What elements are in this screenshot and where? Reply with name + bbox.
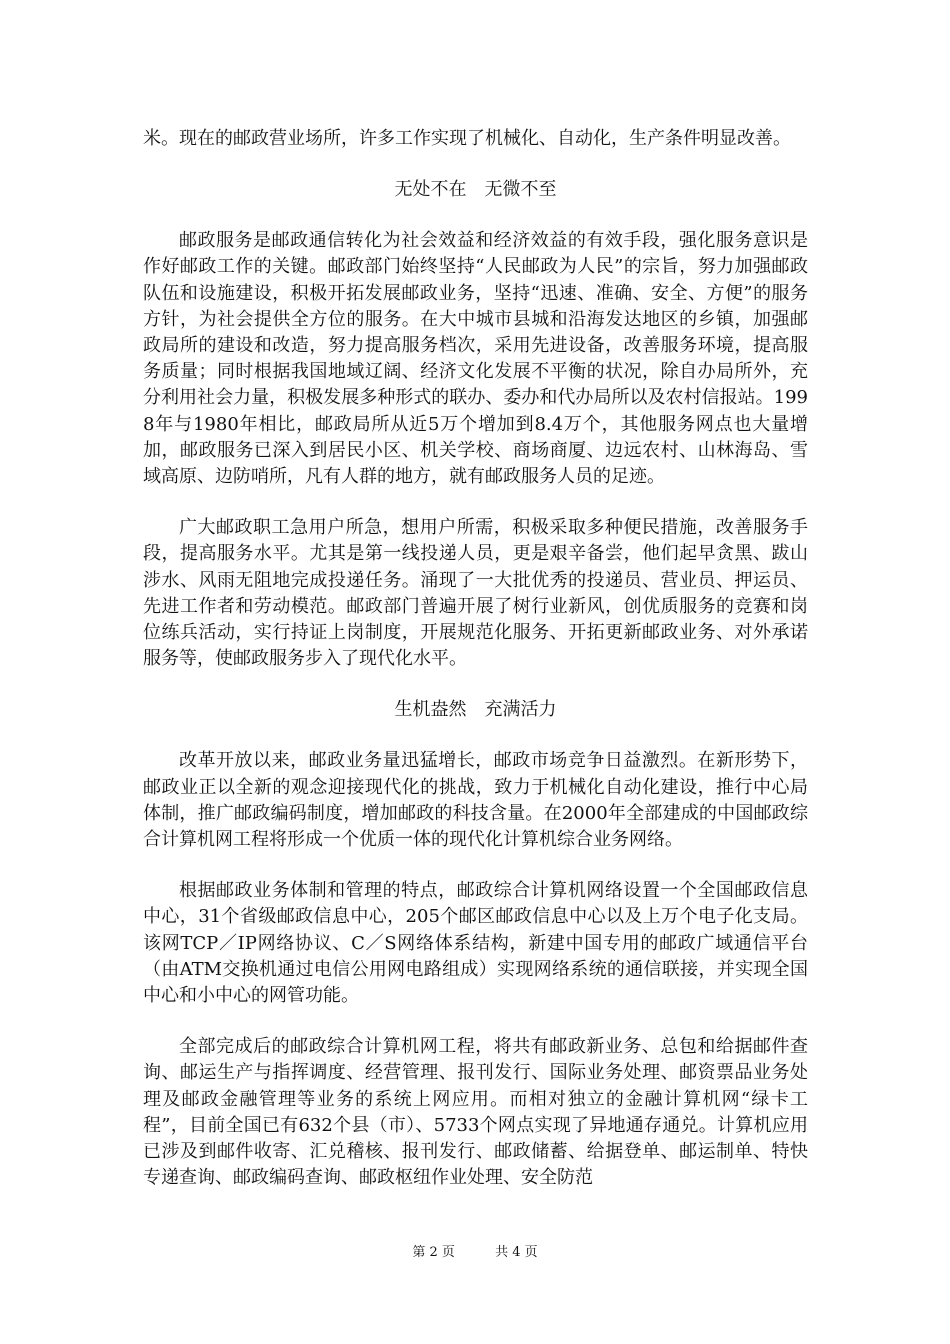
section-heading-vitality: 生机盎然 充满活力 bbox=[394, 699, 557, 721]
paragraph-network-structure: 根据邮政业务体制和管理的特点，邮政综合计算机网络设置一个全国邮政信息中心，31个省级邮政信息中心，205个邮区邮政信息中心以及上万个电子化支局。该网TCP／IP网络协议、C／S网络体系结构，新建中国专用的邮政广域通信平台（由ATM交换机通过电信公用网电路组成）实现网络系统的通信联接，并实现全国中心和小中心的网管功能。 bbox=[143, 880, 808, 1007]
page-total: 共 4 页 bbox=[495, 1245, 538, 1260]
paragraph-continuation: 米。现在的邮政营业场所，许多工作实现了机械化、自动化，生产条件明显改善。 bbox=[143, 128, 791, 149]
paragraph-postal-service: 邮政服务是邮政通信转化为社会效益和经济效益的有效手段，强化服务意识是作好邮政工作的关键。邮政部门始终坚持“人民邮政为人民”的宗旨，努力加强邮政队伍和设施建设，积极开拓发展邮政业务，坚持“迅速、准确、安全、方便”的服务方针，为社会提供全方位的服务。在大中城市县城和沿海发达地区的乡镇，加强邮政局所的建设和改造，努力提高服务档次，采用先进设备，改善服务环境，提高服务质量；同时根据我国地域辽阔、经济文化发展不平衡的状况，除自办局所外，充分利用社会力量，积极发展多种形式的联办、委办和代办局所以及农村信报站。1998年与1980年相比，邮政局所从近5万个增加到8.4万个，其他服务网点也大量增加，邮政服务已深入到居民小区、机关学校、商场商厦、边远农村、山林海岛、雪域高原、边防哨所，凡有人群的地方，就有邮政服务人员的足迹。 bbox=[143, 230, 808, 488]
page-number: 第 2 页 bbox=[412, 1245, 455, 1260]
paragraph-postal-workers: 广大邮政职工急用户所急，想用户所需，积极采取多种便民措施，改善服务手段，提高服务水平。尤其是第一线投递人员，更是艰辛备尝，他们起早贪黑、跋山涉水、风雨无阻地完成投递任务。涌现了一大批优秀的投递员、营业员、押运员、先进工作者和劳动模范。邮政部门普遍开展了树行业新风，创优质服务的竞赛和岗位练兵活动，实行持证上岗制度，开展规范化服务、开拓更新邮政业务、对外承诺服务等，使邮政服务步入了现代化水平。 bbox=[143, 517, 808, 670]
paragraph-reform: 改革开放以来，邮政业务量迅猛增长，邮政市场竞争日益激烈。在新形势下，邮政业正以全新的观念迎接现代化的挑战，致力于机械化自动化建设，推行中心局体制，推广邮政编码制度，增加邮政的科技含量。在2000年全部建成的中国邮政综合计算机网工程将形成一个优质一体的现代化计算机综合业务网络。 bbox=[143, 750, 808, 851]
document-body bbox=[143, 126, 808, 1217]
section-heading-everywhere: 无处不在 无微不至 bbox=[394, 179, 557, 201]
paragraph-network-applications: 全部完成后的邮政综合计算机网工程，将共有邮政新业务、总包和给据邮件查询、邮运生产与指挥调度、经营管理、报刊发行、国际业务处理、邮资票品业务处理及邮政金融管理等业务的系统上网应用。而相对独立的金融计算机网“绿卡工程”，目前全国已有632个县（市）、5733个网点实现了异地通存通兑。计算机应用已涉及到邮件收寄、汇兑稽核、报刊发行、邮政储蓄、给据登单、邮运制单、特快专递查询、邮政编码查询、邮政枢纽作业处理、安全防范 bbox=[143, 1036, 808, 1189]
page-footer bbox=[0, 1244, 950, 1262]
